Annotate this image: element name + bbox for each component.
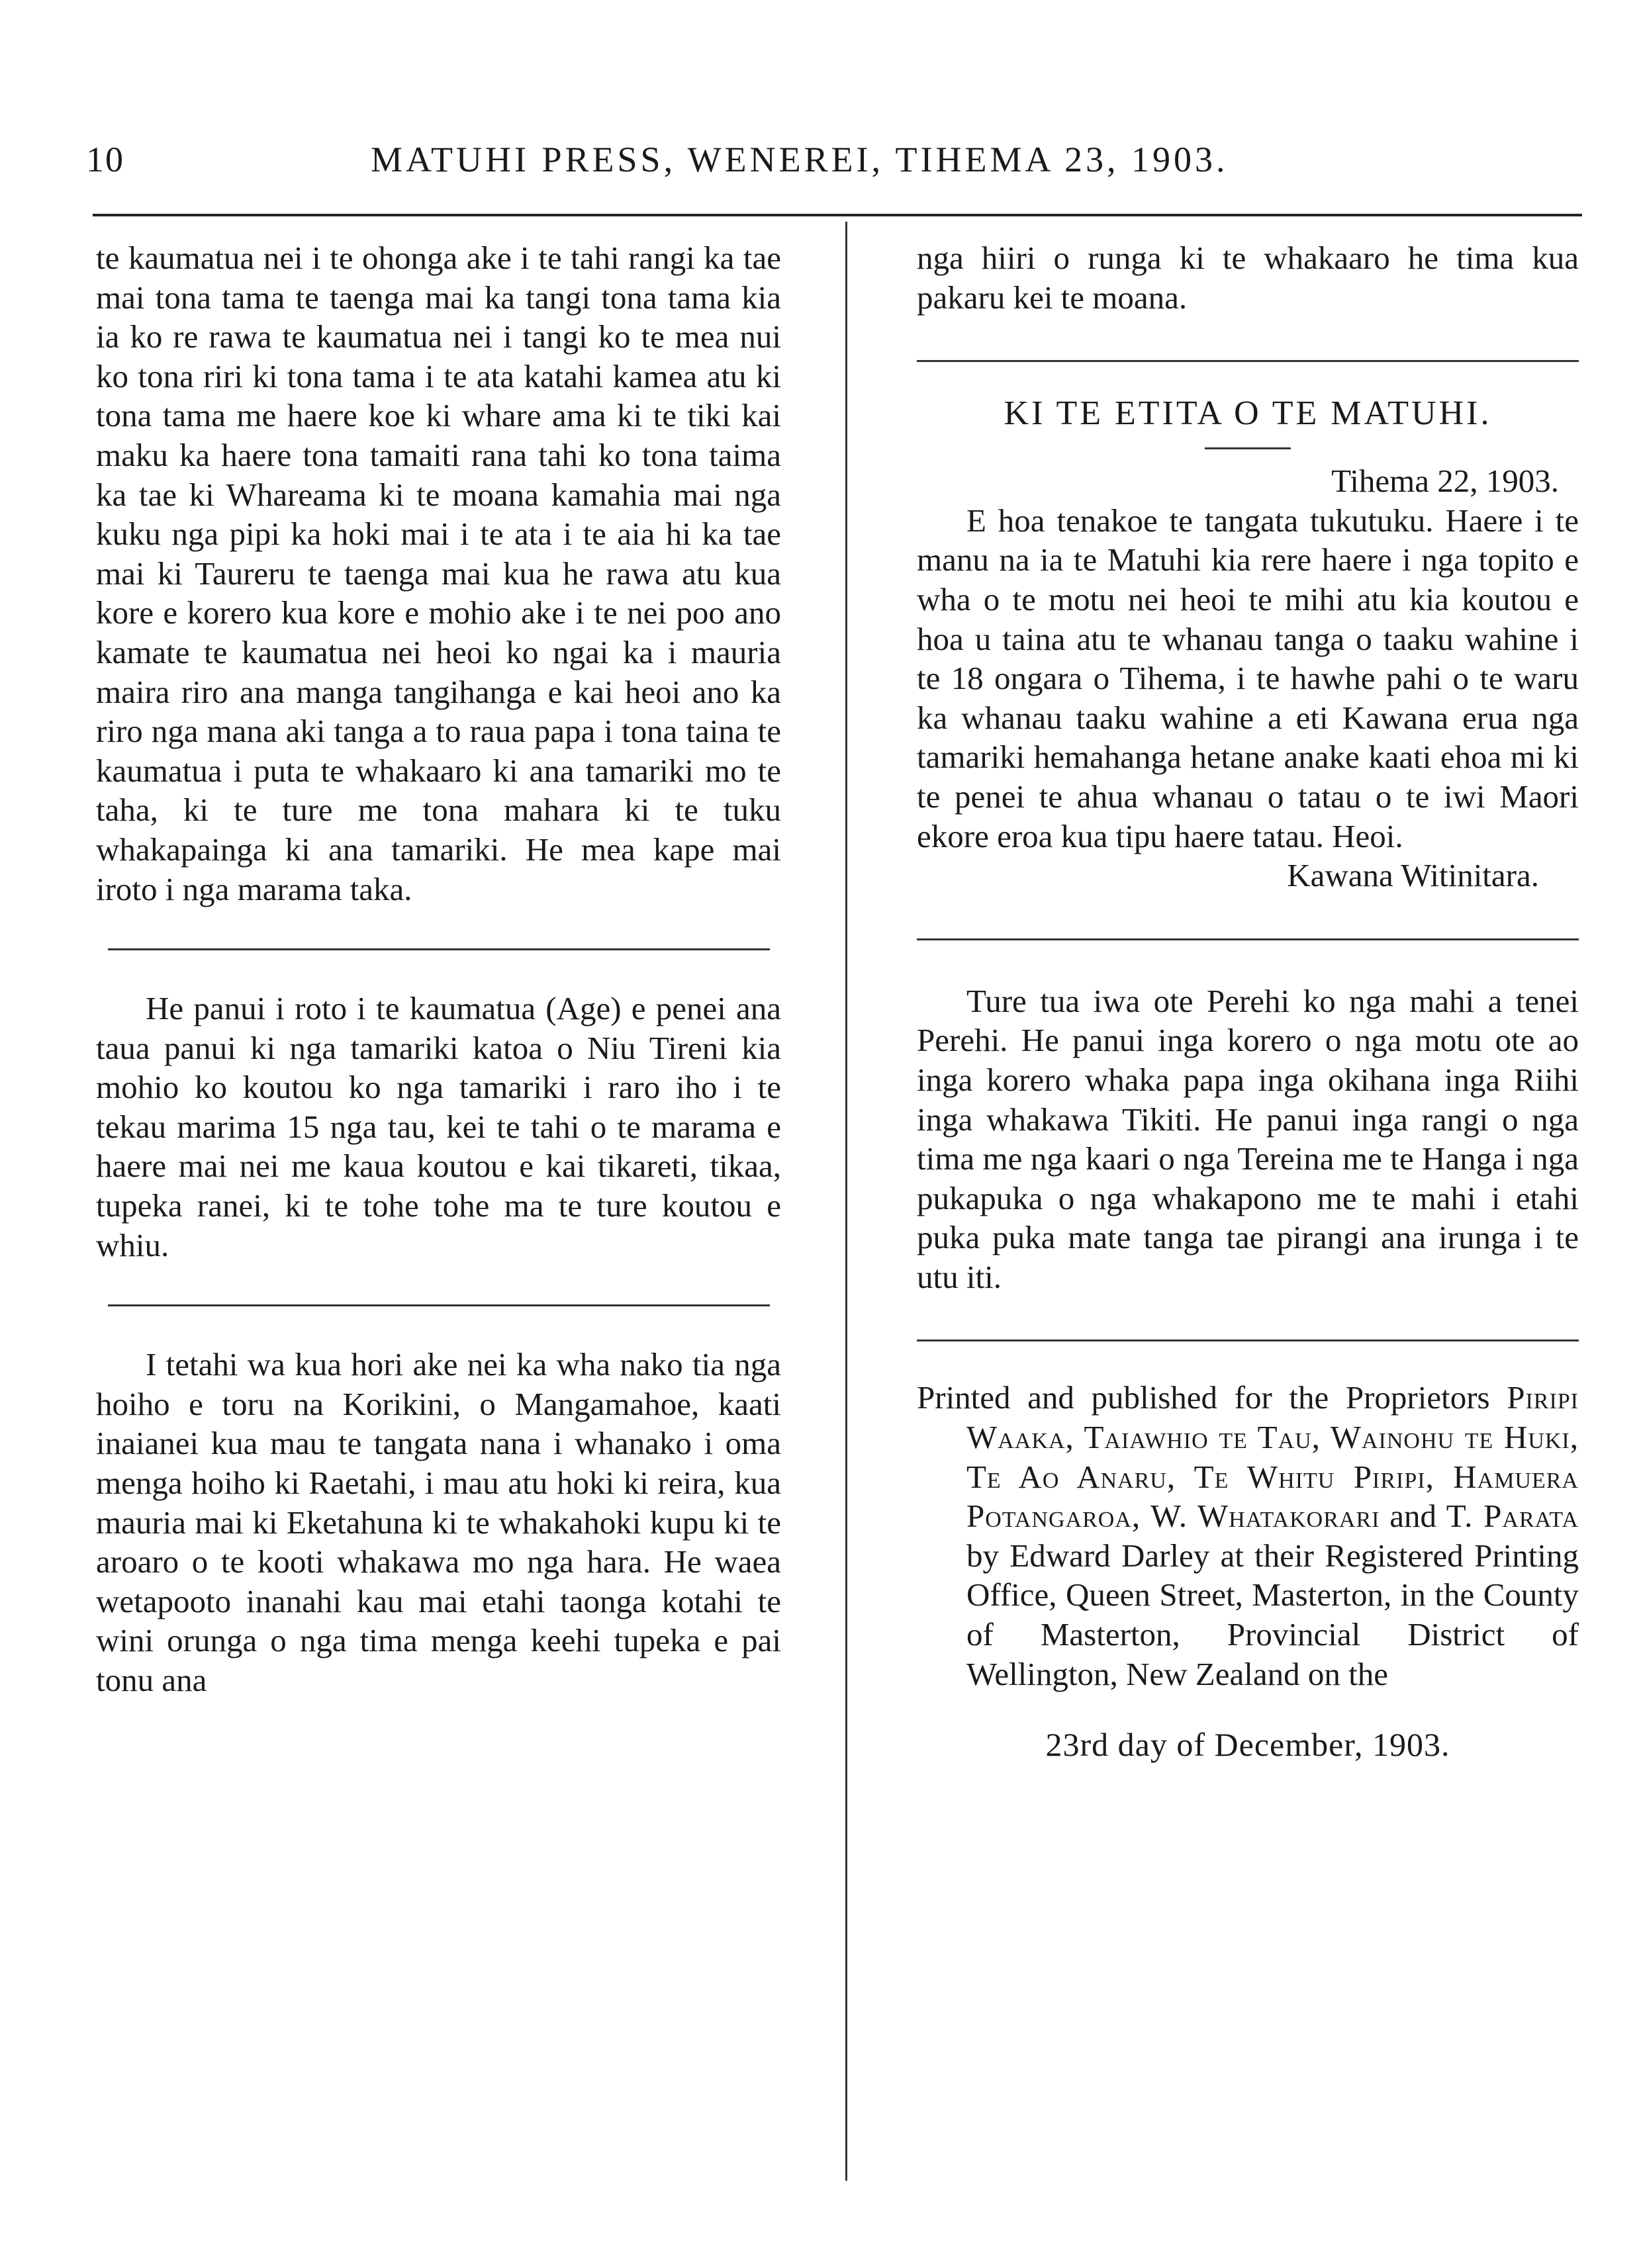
running-head: MATUHI PRESS, WENEREI, TIHEMA 23, 1903. — [371, 140, 1229, 179]
section-divider — [917, 1339, 1579, 1341]
article-divider — [108, 948, 770, 950]
section-divider — [917, 360, 1579, 362]
imprint-text-after: by Edward Darley at their Registered Printing Office, Queen Street, Masterton, in the County of Masterton, Provincial District of Wellington, New Zealand on the — [966, 1537, 1579, 1692]
column-divider — [845, 222, 847, 2181]
page-header — [86, 139, 1556, 199]
printer-imprint — [917, 1378, 1579, 1694]
imprint-text-before: Printed and published for the Proprietors — [917, 1379, 1507, 1416]
header-rule — [93, 214, 1582, 216]
left-column — [96, 238, 781, 1700]
press-notice: Ture tua iwa ote Perehi ko nga mahi a tenei Perehi. He panui inga korero o nga motu ote ao inga korero whaka papa inga okihana inga Riihi inga whakawa Tikiti. He panui inga rangi o nga tima me nga kaari o nga Tereina me te Hanga i nga pukapuka o nga whakapono me te mahi i etahi puka puka mate tanga tae pirangi ana irunga i te utu iti. — [917, 982, 1579, 1295]
letter-heading: KI TE ETITA O TE MATUHI. — [1004, 394, 1492, 433]
age-notice-article: He panui i roto i te kaumatua (Age) e penei ana taua panui ki nga tamariki katoa o Niu Tireni kia mohio ko koutou ko nga tamariki i raro iho i te tekau marima 15 nga tau, kei te tahi o te marama e haere mai nei me kaua koutou e kai tikareti, tikaa, tupeka ranei, ki te tohe tohe ma te ture koutou e whiu. — [96, 990, 781, 1263]
imprint-date: 23rd day of December, 1903. — [1045, 1726, 1450, 1764]
heading-rule — [1205, 447, 1291, 449]
right-column — [917, 238, 1579, 1764]
horse-theft-article: I tetahi wa kua hori ake nei ka wha nako tia nga hoiho e toru na Korikini, o Mangamahoe, kaati inaianei kua mau te tangata nana i whanako i oma menga hoiho ki Raetahi, i mau atu hoki ki reira, kua mauria mai ki Eketahuna ki te whakahoki kupu ki te aroaro o te kooti whakawa mo nga hara. He waea wetapooto inanahi kau mai etahi taonga kotahi te wini orunga o nga tima menga keehi tupeka e pai tonu ana — [96, 1346, 781, 1698]
letter-body: E hoa tenakoe te tangata tukutuku. Haere i te manu na ia te Matuhi kia rere haere i nga topito e wha o te motu nei heoi te mihi atu kia koutou e hoa u taina atu te whanau tanga o taaku wahine i te 18 ongara o Tihema, i te hawhe pahi o te waru ka whanau taaku wahine a eti Kawana erua nga tamariki hemahanga hetane anake kaati ehoa mi ki te penei te ahua whanau o tatau o te iwi Maori ekore eroa kua tipu haere tatau. Heoi. — [917, 502, 1579, 854]
article-continued-text: te kaumatua nei i te ohonga ake i te tahi rangi ka tae mai tona tama te taenga mai ka tangi tona tama kia ia ko re rawa te kaumatua nei i tangi ko te mea nui ko tona riri ki tona tama i te ata katahi kamea atu ki tona tama me haere koe ki whare ama ki te tiki kai maku ka haere tona tamaiti rana tahi ko tona taima ka tae ki Whareama ki te moana kamahia mai nga kuku nga pipi ka hoki mai i te ata i te aia hi ka tae mai ki Taureru te taenga mai kua he rawa atu kua kore e korero kua kore e mohio ake i te nei poo ano kamate te kaumatua nei heoi ko ngai ka i mauria maira riro ana manga tangihanga e kai heoi ano ka riro nga mana aki tanga a to raua papa i tona taina te kaumatua i puta te whakaaro ki ana tamariki mo te taha, ki te ture me tona mahara ki te tuku whakapainga ki ana tamariki. He mea kape mai iroto i nga marama taka. — [96, 240, 781, 907]
letter-signature: Kawana Witinitara. — [1287, 857, 1539, 894]
section-divider — [917, 938, 1579, 940]
article-divider — [108, 1304, 770, 1306]
imprint-proprietors: Piripi Waaka, Taiawhio te Tau, Wainohu te Huki, Te Ao Anaru, Te Whitu Piripi, Hamuera Potangaroa, W. Whatakorari — [966, 1379, 1579, 1535]
page-number: 10 — [86, 140, 124, 179]
letter-date: Tihema 22, 1903. — [1331, 463, 1559, 500]
imprint-last-proprietor: T. Parata — [1446, 1498, 1579, 1535]
imprint-and: and — [1380, 1498, 1446, 1535]
article-continuation: nga hiiri o runga ki te whakaaro he tima kua pakaru kei te moana. — [917, 240, 1579, 316]
